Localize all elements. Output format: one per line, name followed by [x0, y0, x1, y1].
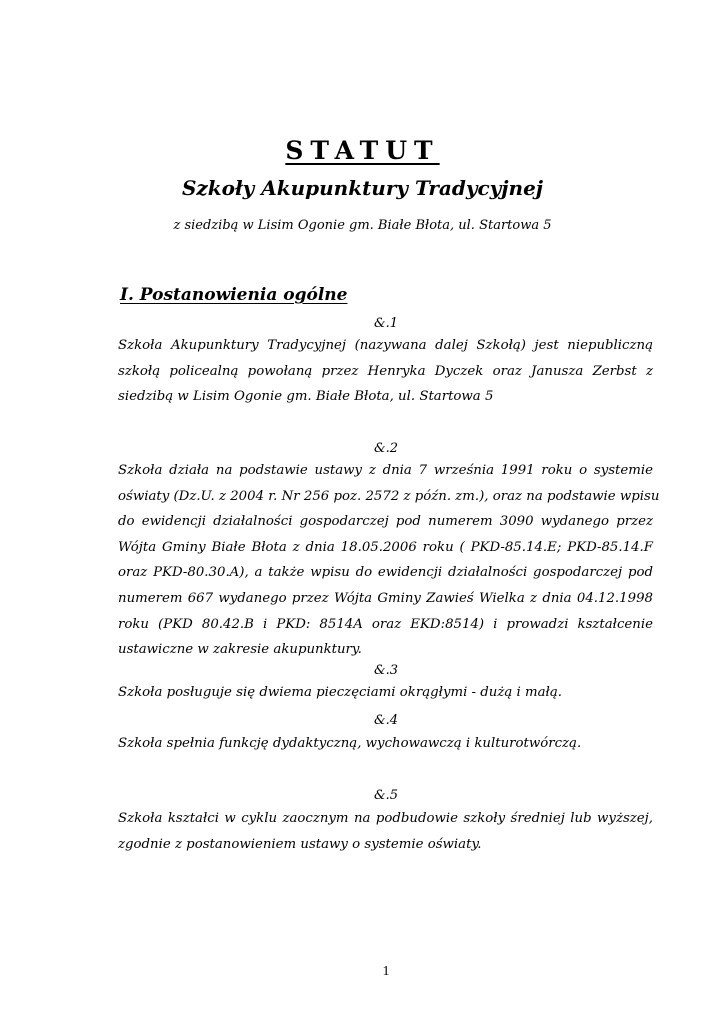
school-address: z siedzibą w Lisim Ogonie gm. Białe Błota, ul. Startowa 5 [173, 218, 552, 233]
paragraph-line: szkołą policealną powołaną przez Henryka Dyczek oraz Janusza Zerbst z [118, 363, 653, 379]
paragraph-label-3: &.3 [374, 663, 398, 678]
paragraph-label-5: &.5 [374, 788, 398, 803]
document-title: STATUT [285, 136, 440, 165]
paragraph-line: oraz PKD-80.30.A), a także wpisu do ewidencji działalności gospodarczej pod [118, 565, 653, 581]
section-heading: I. Postanowienia ogólne [120, 285, 348, 305]
paragraph-line: roku (PKD 80.42.B i PKD: 8514A oraz EKD:8514) i prowadzi kształcenie [118, 616, 653, 632]
paragraph-label-2: &.2 [374, 441, 398, 456]
paragraph-line: oświaty (Dz.U. z 2004 r. Nr 256 poz. 2572 z późn. zm.), oraz na podstawie wpisu [118, 488, 660, 504]
paragraph-line: Wójta Gminy Białe Błota z dnia 18.05.2006 roku ( PKD-85.14.E; PKD-85.14.F [118, 539, 653, 555]
page-number: 1 [382, 964, 390, 979]
paragraph-line: Szkoła Akupunktury Tradycyjnej (nazywana dalej Szkołą) jest niepubliczną [118, 338, 653, 353]
paragraph-line: siedzibą w Lisim Ogonie gm. Białe Błota, ul. Startowa 5 [118, 389, 494, 405]
paragraph-line: Szkoła kształci w cyklu zaocznym na podbudowie szkoły średniej lub wyższej, [118, 811, 653, 826]
paragraph-label-4: &.4 [374, 713, 398, 728]
paragraph-2 [118, 458, 660, 663]
paragraph-5 [118, 806, 653, 857]
paragraph-label-1: &.1 [374, 316, 398, 331]
paragraph-line: Szkoła posługuje się dwiema pieczęciami okrągłymi - dużą i małą. [118, 685, 562, 700]
paragraph-line: ustawiczne w zakresie akupunktury. [118, 642, 362, 658]
paragraph-1 [118, 333, 653, 410]
paragraph-line: Szkoła działa na podstawie ustawy z dnia 7 września 1991 roku o systemie [118, 463, 653, 478]
paragraph-line: Szkoła spełnia funkcję dydaktyczną, wychowawczą i kulturotwórczą. [118, 736, 582, 751]
paragraph-line: zgodnie z postanowieniem ustawy o systemie oświaty. [118, 836, 482, 852]
paragraph-line: do ewidencji działalności gospodarczej pod numerem 3090 wydanego przez [118, 514, 653, 530]
paragraph-4 [118, 731, 653, 757]
paragraph-3 [118, 680, 653, 706]
paragraph-line: numerem 667 wydanego przez Wójta Gminy Zawieś Wielka z dnia 04.12.1998 [118, 590, 653, 606]
document-subtitle: Szkoły Akupunktury Tradycyjnej [181, 176, 544, 200]
